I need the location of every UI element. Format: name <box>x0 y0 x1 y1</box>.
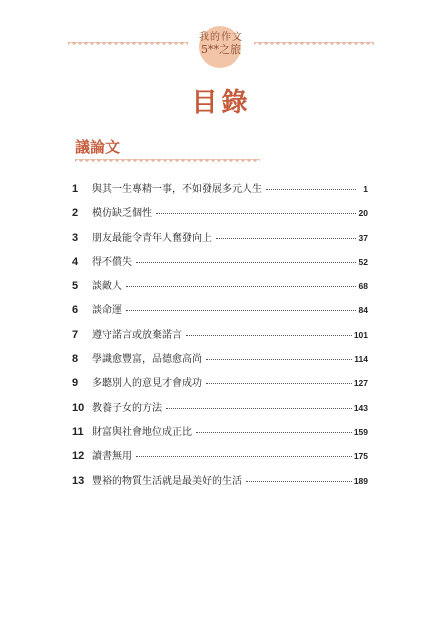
toc-entry[interactable] <box>72 326 368 350</box>
toc-entry[interactable] <box>72 447 368 471</box>
toc-number: 8 <box>72 353 79 366</box>
toc-leader-dots <box>206 383 352 384</box>
toc-number: 7 <box>72 328 79 341</box>
toc-number: 13 <box>72 474 85 487</box>
toc-title: 談命運 <box>92 305 122 317</box>
toc-entry[interactable] <box>72 180 368 204</box>
toc-page-number: 20 <box>358 208 368 219</box>
toc-title: 財富與社會地位成正比 <box>92 426 192 438</box>
toc-leader-dots <box>126 286 356 287</box>
toc-page-number: 52 <box>358 256 368 267</box>
brand-header <box>68 30 374 62</box>
table-of-contents <box>72 180 368 496</box>
toc-number: 9 <box>72 377 79 390</box>
toc-leader-dots <box>186 335 352 336</box>
toc-leader-dots <box>206 359 352 360</box>
toc-page-number: 189 <box>353 475 368 486</box>
page-title: 目錄 <box>191 88 252 118</box>
toc-leader-dots <box>196 432 352 433</box>
toc-number: 1 <box>72 183 79 195</box>
toc-title: 學識愈豐富，品德愈高尚 <box>92 354 202 366</box>
toc-entry[interactable] <box>72 229 368 253</box>
toc-title: 遵守諾言或放棄諾言 <box>92 329 182 341</box>
toc-leader-dots <box>156 213 356 214</box>
toc-title: 讀書無用 <box>92 451 132 463</box>
toc-title: 得不償失 <box>92 256 132 268</box>
toc-entry[interactable] <box>72 399 368 423</box>
toc-page-number: 143 <box>353 402 368 413</box>
toc-number: 4 <box>72 255 79 268</box>
toc-title: 模仿缺乏個性 <box>92 208 152 220</box>
toc-entry[interactable] <box>72 350 368 374</box>
toc-number: 5 <box>72 280 79 293</box>
toc-entry[interactable] <box>72 277 368 301</box>
toc-page-number: 84 <box>358 305 368 316</box>
toc-page-number: 1 <box>363 184 368 194</box>
brand-logo <box>178 32 264 56</box>
toc-number: 10 <box>72 401 85 414</box>
toc-entry[interactable] <box>72 253 368 277</box>
toc-entry[interactable] <box>72 204 368 228</box>
toc-title: 教養子女的方法 <box>92 402 162 414</box>
toc-page-number: 101 <box>353 329 368 340</box>
brand-line1: 我的作文 <box>199 32 243 43</box>
toc-page-number: 127 <box>353 378 368 389</box>
toc-leader-dots <box>266 189 356 190</box>
toc-page-number: 68 <box>358 281 368 292</box>
toc-leader-dots <box>166 408 352 409</box>
toc-number: 3 <box>72 231 79 244</box>
section-underline <box>75 159 260 166</box>
decorative-zigzag-left <box>68 42 188 49</box>
toc-entry[interactable] <box>72 301 368 325</box>
toc-title: 談敵人 <box>92 281 122 293</box>
toc-number: 6 <box>72 304 79 317</box>
section-heading: 議論文 <box>75 138 121 156</box>
brand-line2: 5**之旅 <box>201 43 241 56</box>
toc-number: 2 <box>72 207 79 220</box>
toc-title: 豐裕的物質生活就是最美好的生活 <box>92 475 242 487</box>
toc-entry[interactable] <box>72 472 368 496</box>
decorative-zigzag-right <box>254 42 374 49</box>
toc-title: 與其一生專精一事，不如發展多元人生 <box>92 184 262 195</box>
toc-leader-dots <box>136 262 356 263</box>
toc-page-number: 159 <box>353 426 368 437</box>
toc-page-number: 114 <box>354 354 368 365</box>
toc-page-number: 37 <box>358 232 368 243</box>
toc-leader-dots <box>246 481 352 482</box>
toc-title: 朋友最能令青年人奮發向上 <box>92 232 212 244</box>
toc-title: 多聽別人的意見才會成功 <box>92 378 202 390</box>
toc-leader-dots <box>126 310 356 311</box>
toc-page-number: 175 <box>353 451 368 462</box>
toc-leader-dots <box>216 238 356 239</box>
toc-leader-dots <box>136 456 352 457</box>
toc-entry[interactable] <box>72 423 368 447</box>
toc-number: 11 <box>72 425 84 438</box>
toc-entry[interactable] <box>72 374 368 398</box>
toc-number: 12 <box>72 450 85 463</box>
